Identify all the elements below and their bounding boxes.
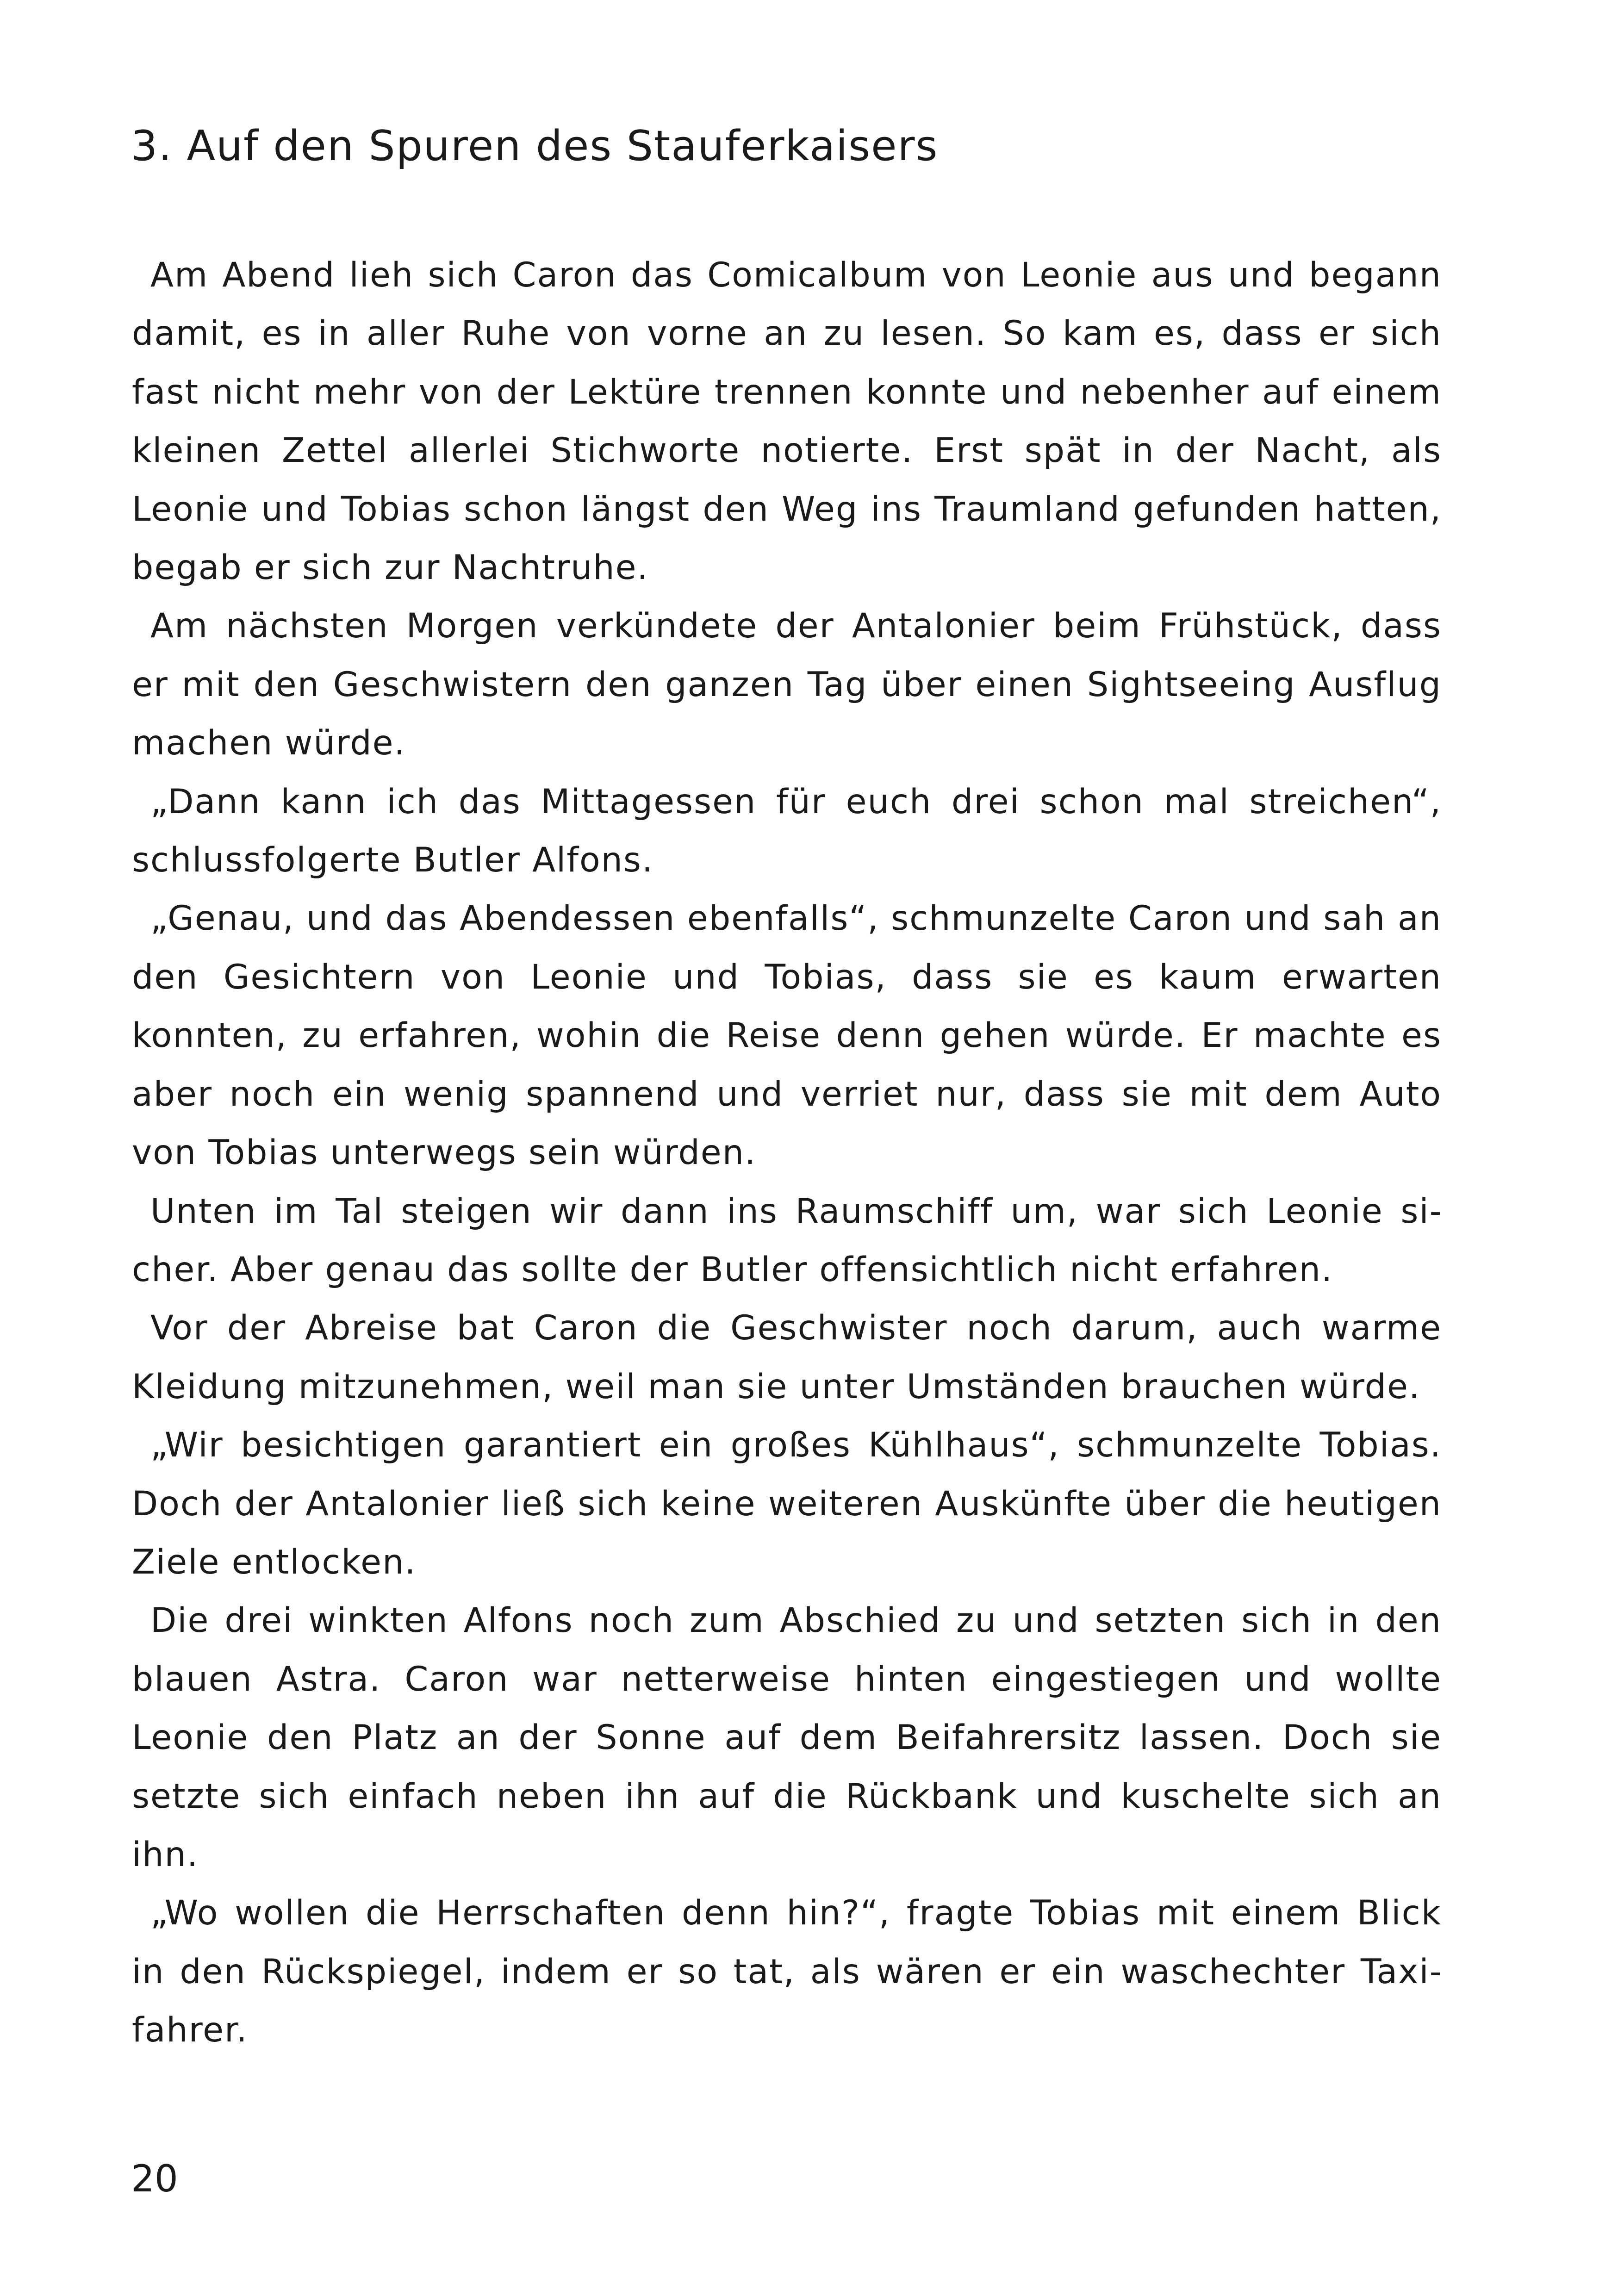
chapter-title: 3. Auf den Spuren des Stauferkaisers — [131, 122, 939, 170]
body-text — [132, 246, 1442, 2060]
page-number: 20 — [131, 2157, 178, 2200]
paragraph: Vor der Abreise bat Caron die Geschwister noch darum, auch warme Kleidung mitzunehmen, weil man sie unter Umständen brauchen würde. — [132, 1308, 1442, 1406]
paragraph: Unten im Tal steigen wir dann ins Raumschiff um, war sich Leonie sicher. Aber genau das sollte der Butler offensichtlich nicht erfahren. — [132, 1191, 1442, 1289]
paragraph: „Dann kann ich das Mittagessen für euch drei schon mal streichen“, schlussfolgerte Butler Alfons. — [132, 782, 1442, 880]
paragraph: „Genau, und das Abendessen ebenfalls“, schmunzelte Caron und sah an den Gesichtern von Leonie und Tobias, dass sie es kaum erwarten konnten, zu erfahren, wohin die Reise denn gehen würde. Er machte es aber noch ein wenig spannend und verriet nur, dass sie mit dem Auto von Tobias unterwegs sein würden. — [132, 899, 1442, 1173]
paragraph: Am nächsten Morgen verkündete der Antalonier beim Frühstück, dass er mit den Geschwistern den ganzen Tag über einen Sightseeing Ausflug machen würde. — [132, 606, 1442, 763]
paragraph: „Wir besichtigen garantiert ein großes Kühlhaus“, schmunzelte Tobias. Doch der Antalonier ließ sich keine weiteren Auskünfte über die heutigen Ziele entlocken. — [132, 1425, 1442, 1582]
paragraph: „Wo wollen die Herrschaften denn hin?“, fragte Tobias mit einem Blick in den Rückspiegel, indem er so tat, als wären er ein waschechter Taxifahrer. — [132, 1893, 1442, 2050]
paragraph: Die drei winkten Alfons noch zum Abschied zu und setzten sich in den blauen Astra. Caron war netterweise hinten eingestiegen und wollte Leonie den Platz an der Sonne auf dem Beifahrersitz lassen. Doch sie setzte sich einfach neben ihn auf die Rückbank und kuschelte sich an ihn. — [132, 1601, 1442, 1874]
paragraph: Am Abend lieh sich Caron das Comicalbum von Leonie aus und begann damit, es in aller Ruhe von vorne an zu lesen. So kam es, dass er sich fast nicht mehr von der Lektüre trennen konnte und nebenher auf einem kleinen Zettel allerlei Stichworte notierte. Erst spät in der Nacht, als Leonie und Tobias schon längst den Weg ins Traumland gefunden hatten, begab er sich zur Nachtruhe. — [132, 255, 1442, 588]
